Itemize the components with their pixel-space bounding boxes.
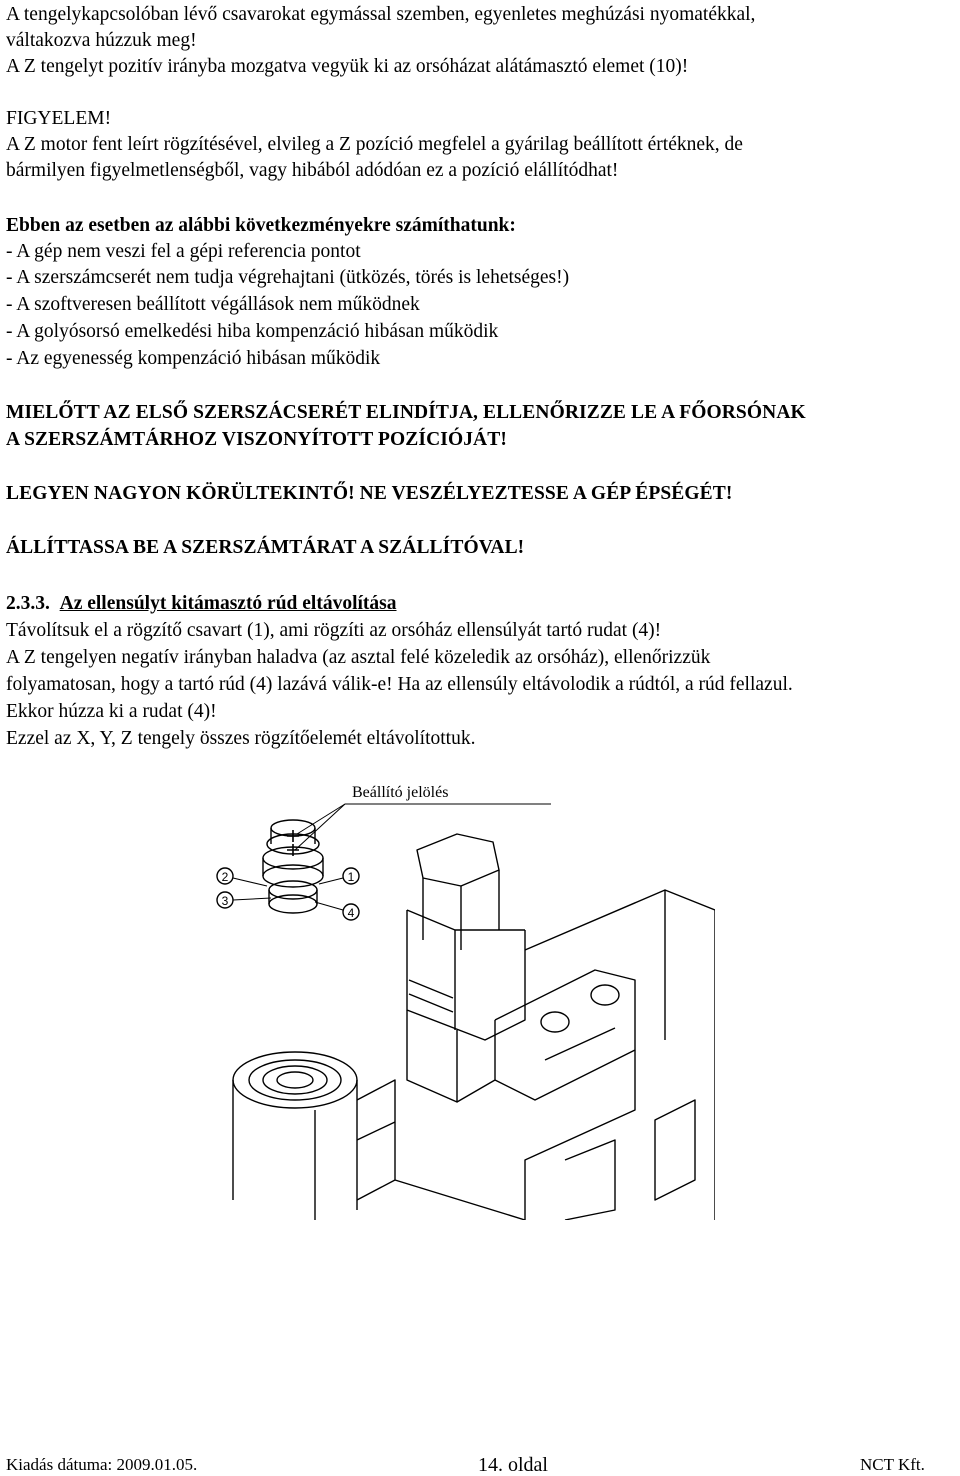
- leader-line: [297, 804, 345, 834]
- figure-label: Beállító jelölés: [352, 784, 449, 801]
- machine-drawing: [195, 780, 715, 1220]
- consequence-item: - A szoftveresen beállított végállások nem működnek: [6, 294, 420, 315]
- footer-company: NCT Kft.: [860, 1455, 925, 1474]
- section-heading: [6, 591, 397, 617]
- caps-warning-line-2: A SZERSZÁMTÁRHOZ VISZONYÍTOTT POZÍCIÓJÁT!: [6, 429, 507, 450]
- warning-line-2: bármilyen figyelmetlenségből, vagy hibából adódóan ez a pozíció elállítódhat!: [6, 160, 619, 181]
- section-line: A Z tengelyen negatív irányban haladva (az asztal felé közeledik az orsóház), ellenőrizzük: [6, 647, 711, 668]
- section-line: Ekkor húzza ki a rudat (4)!: [6, 701, 217, 722]
- warning-title: FIGYELEM!: [6, 108, 112, 129]
- spindle-motor: [407, 834, 525, 1040]
- coupling-assembly: [263, 820, 323, 913]
- intro-line-2: váltakozva húzzuk meg!: [6, 30, 197, 51]
- consequence-item: - A gép nem veszi fel a gépi referencia pontot: [6, 241, 361, 262]
- section-line: Távolítsuk el a rögzítő csavart (1), ami rögzíti az orsóház ellensúlyát tartó rudat (4)!: [6, 620, 662, 641]
- callout-3-icon: [217, 892, 271, 908]
- section-number: 2.3.3.: [6, 593, 50, 614]
- caps-warning-line-1: MIELŐTT AZ ELSŐ SZERSZÁCSERÉT ELINDÍTJA, ELLENŐRIZZE LE A FŐORSÓNAK: [6, 402, 806, 423]
- callout-2-icon: [217, 868, 267, 886]
- intro-line-1: A tengelykapcsolóban lévő csavarokat egymással szemben, egyenletes meghúzási nyomatékkal,: [6, 4, 756, 25]
- callout-4-icon: [315, 902, 359, 920]
- footer-page-number: 14. oldal: [478, 1454, 548, 1476]
- consequences-heading: Ebben az esetben az alábbi következményekre számíthatunk:: [6, 215, 516, 236]
- consequence-item: - A golyósorsó emelkedési hiba kompenzáció hibásan működik: [6, 321, 499, 342]
- warning-line-1: A Z motor fent leírt rögzítésével, elvileg a Z pozíció megfelel a gyárilag beállított értéknek, de: [6, 134, 743, 155]
- callout-number: 2: [221, 870, 229, 884]
- consequence-item: - Az egyenesség kompenzáció hibásan működik: [6, 348, 381, 369]
- caps-warning-line-3: LEGYEN NAGYON KÖRÜLTEKINTŐ! NE VESZÉLYEZTESSE A GÉP ÉPSÉGÉT!: [6, 483, 733, 504]
- section-line: folyamatosan, hogy a tartó rúd (4) lazává válik-e! Ha az ellensúly eltávolodik a rúdtól, a rúd fellazul.: [6, 674, 793, 695]
- section-line: Ezzel az X, Y, Z tengely összes rögzítőelemét eltávolítottuk.: [6, 728, 476, 749]
- intro-line-3: A Z tengelyt pozitív irányba mozgatva vegyük ki az orsóházat alátámasztó elemet (10)!: [6, 56, 689, 77]
- callout-number: 3: [221, 894, 229, 908]
- section-title: Az ellensúlyt kitámasztó rúd eltávolítása: [59, 593, 397, 614]
- caps-warning-line-4: ÁLLÍTTASSA BE A SZERSZÁMTÁRAT A SZÁLLÍTÓVAL!: [6, 537, 525, 558]
- callout-1-icon: [319, 868, 359, 884]
- consequence-item: - A szerszámcserét nem tudja végrehajtani (ütközés, törés is lehetséges!): [6, 267, 570, 288]
- callout-number: 1: [347, 870, 355, 884]
- gearbox: [407, 970, 635, 1102]
- callout-number: 4: [347, 906, 355, 920]
- servo-motor: [233, 1052, 395, 1220]
- leader-line: [295, 804, 345, 850]
- footer-date: Kiadás dátuma: 2009.01.05.: [6, 1455, 198, 1474]
